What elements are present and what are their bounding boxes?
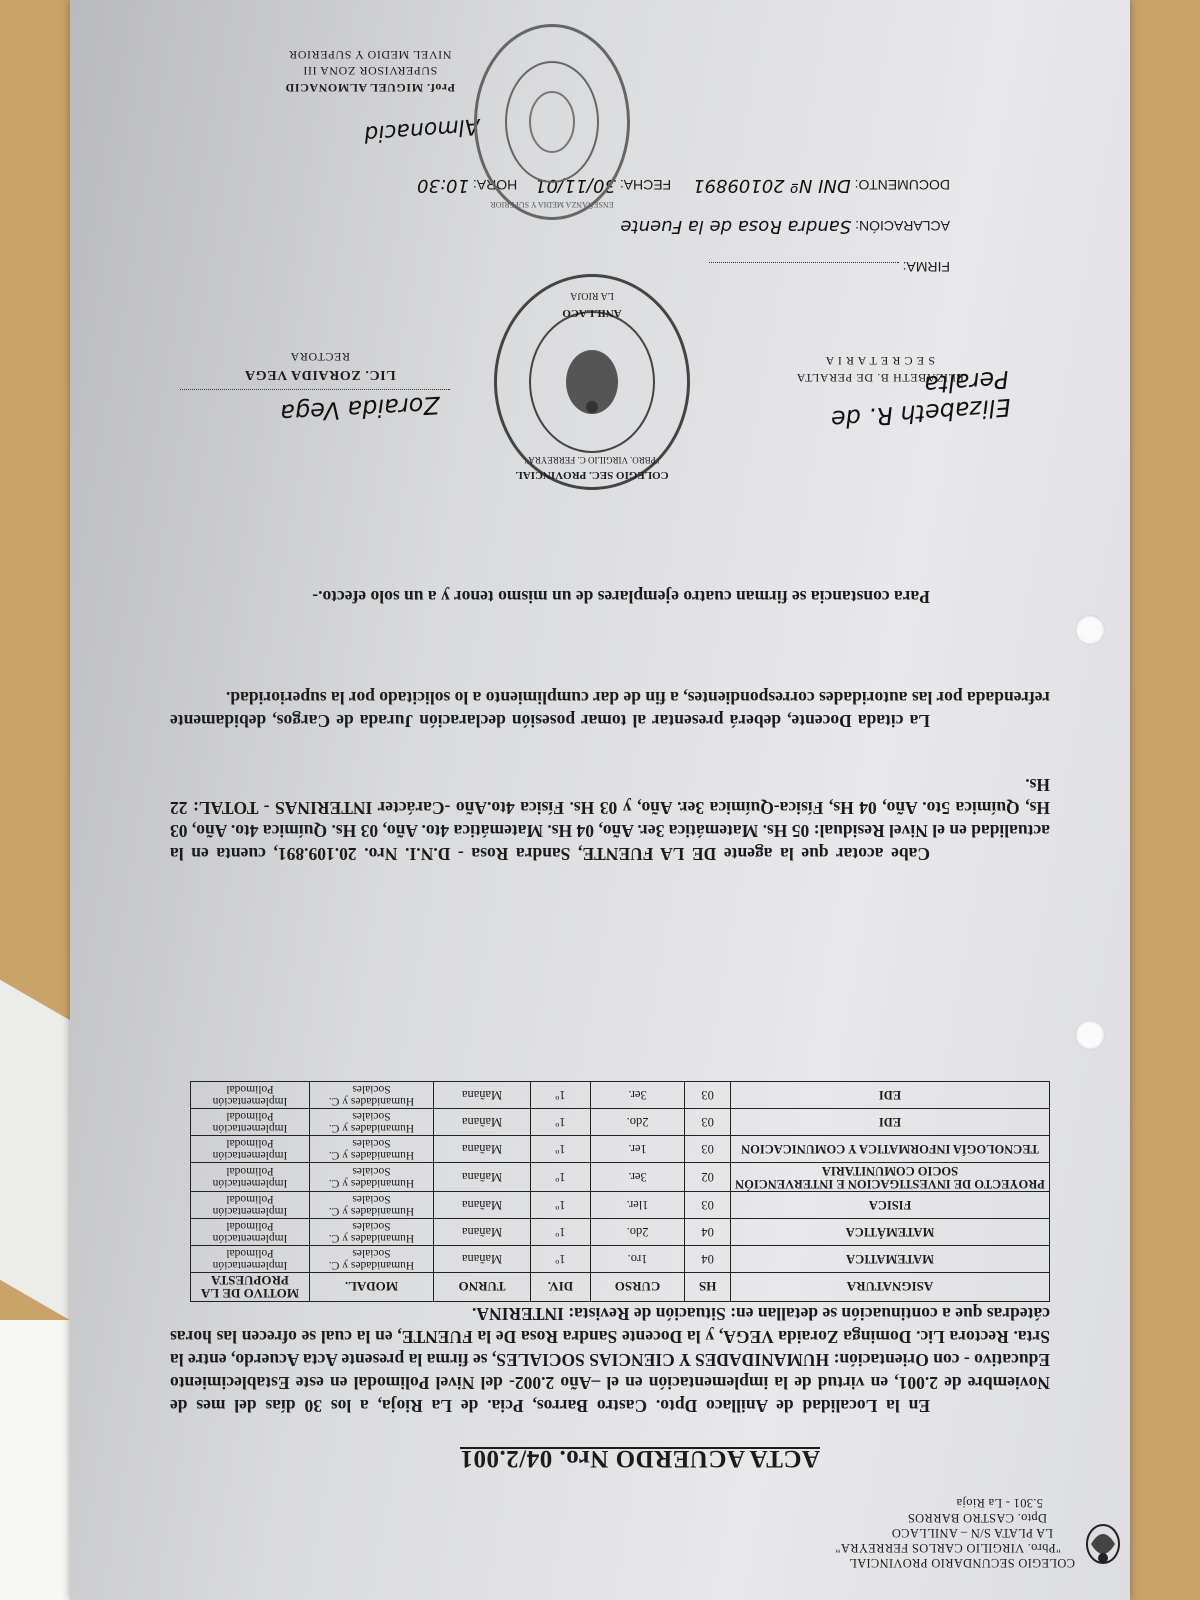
aclaracion-row xyxy=(620,216,950,237)
cell-asignatura: EDI xyxy=(731,1109,1050,1136)
cell-motivo: Implementación Polimodal xyxy=(191,1109,310,1136)
ensenanza-stamp xyxy=(474,24,630,220)
table-row xyxy=(191,1136,1050,1163)
cell-turno: Mañana xyxy=(434,1136,531,1163)
closing-text: Para constancia se firman cuatro ejemplares de un mismo tenor y a un solo efecto.- xyxy=(312,587,930,607)
cell-asignatura: MATEMATICA xyxy=(731,1246,1050,1273)
subjects-table xyxy=(190,1081,1050,1302)
cell-div: 1º xyxy=(531,1136,591,1163)
document-content xyxy=(70,0,1130,1600)
cell-modal: Humanidades y C. Sociales xyxy=(310,1163,434,1192)
declaration-text: La citada Docente, deberá presentar al tomar posesión declaración Jurada de Cargos, debidamente refrendada por las autoridades correspondientes, a fin de dar cumplimiento a lo solicitado por la superioridad. xyxy=(170,688,1050,731)
school-address: LA PLATA S/N – ANILLACO xyxy=(891,1526,1053,1540)
cell-motivo: Implementación Polimodal xyxy=(191,1163,310,1192)
school-name-line2: "Pbro. VIRGILIO CARLOS FERREYRA" xyxy=(835,1541,1061,1555)
colegio-stamp-place: ANILLACO xyxy=(562,307,622,319)
cell-modal: Humanidades y C. Sociales xyxy=(310,1192,434,1219)
table-row xyxy=(191,1192,1050,1219)
cell-asignatura: PROYECTO DE INVESTIGACION E INTERVENCIÓN SOCIO COMUNITARIA xyxy=(731,1163,1050,1192)
documento-value: DNI Nº 20109891 xyxy=(693,175,851,196)
cell-hs: 03 xyxy=(685,1136,731,1163)
school-name-line1: COLEGIO SECUNDARIO PROVINCIAL xyxy=(848,1556,1075,1570)
provincial-crest-icon xyxy=(1083,1522,1123,1568)
rectora-signature-line xyxy=(180,389,450,390)
cell-div: 1º xyxy=(531,1082,591,1109)
cell-modal: Humanidades y C. Sociales xyxy=(310,1109,434,1136)
cell-curso: 2do. xyxy=(590,1219,685,1246)
cell-modal: Humanidades y C. Sociales xyxy=(310,1136,434,1163)
cell-div: 1º xyxy=(531,1246,591,1273)
cell-motivo: Implementación Polimodal xyxy=(191,1246,310,1273)
declaration-paragraph xyxy=(170,686,1050,732)
secretaria-signature: Elizabeth R. de Peralta xyxy=(830,364,1012,434)
cell-turno: Mañana xyxy=(434,1219,531,1246)
cell-asignatura: FISICA xyxy=(731,1192,1050,1219)
cell-hs: 02 xyxy=(685,1163,731,1192)
firma-line xyxy=(709,262,899,263)
supervisor-level: NIVEL MEDIO Y SUPERIOR xyxy=(288,48,452,62)
cell-asignatura: MATEMÁTICA xyxy=(731,1219,1050,1246)
fecha-value: 30/11/01 xyxy=(535,175,616,196)
cell-curso: 1er. xyxy=(590,1136,685,1163)
intro-paragraph xyxy=(170,1302,1050,1417)
cell-div: 1º xyxy=(531,1219,591,1246)
rectora-signature: Zoraida Vega xyxy=(279,390,441,428)
column-header: HS xyxy=(685,1273,731,1302)
secretaria-role: S E C R E T A R I A xyxy=(825,354,935,368)
cell-hs: 03 xyxy=(685,1109,731,1136)
background-notebook-page xyxy=(0,1320,81,1600)
cell-curso: 3er. xyxy=(590,1082,685,1109)
ensenanza-stamp-emblem-icon xyxy=(477,27,627,217)
rectora-role: RECTORA xyxy=(290,350,350,364)
background-paper xyxy=(0,980,70,1320)
cell-turno: Mañana xyxy=(434,1082,531,1109)
column-header: MODAL. xyxy=(310,1273,434,1302)
colegio-stamp xyxy=(494,274,690,490)
column-header: DIV. xyxy=(531,1273,591,1302)
column-header: CURSO xyxy=(590,1273,685,1302)
ensenanza-stamp-text: ENSEÑANZA MEDIA Y SUPERIOR xyxy=(490,200,614,209)
cell-turno: Mañana xyxy=(434,1192,531,1219)
page-title: ACTA ACUERDO Nro. 04/2.001 xyxy=(460,1445,821,1472)
table-row xyxy=(191,1246,1050,1273)
cell-motivo: Implementación Polimodal xyxy=(191,1136,310,1163)
cell-hs: 03 xyxy=(685,1192,731,1219)
cell-asignatura: TECNOLOGÍA INFORMATICA Y COMUNICACION xyxy=(731,1136,1050,1163)
table-row xyxy=(191,1163,1050,1192)
intro-paragraph-text: En la Localidad de Anillaco Dpto. Castro Barros, Pcia. de La Rioja, a los 30 días del mes de Noviembre de 2.001, en virtud de la implementación en el –Año 2.002- del Nivel Polimodal en este Establecimiento Educativo - con Orientación: HUMANIDADES Y CIENCIAS SOCIALES, se firma la presente Acta Acuerdo, entre la Srta. Rectora Lic. Dominga Zoraida VEGA, y la Docente Sandra Rosa De la FUENTE, en la cual se ofrecen las horas cátedras que a continuación se detallan en: Situación de Revista: INTERINA. xyxy=(170,1304,1050,1416)
cell-curso: 3er. xyxy=(590,1163,685,1192)
cell-modal: Humanidades y C. Sociales xyxy=(310,1082,434,1109)
supervisor-name: Prof. MIGUEL ALMONACID xyxy=(285,81,455,95)
fecha-label: FECHA: xyxy=(619,177,672,193)
cell-turno: Mañana xyxy=(434,1246,531,1273)
cell-div: 1º xyxy=(531,1163,591,1192)
firma-label: FIRMA: xyxy=(902,259,950,275)
cell-div: 1º xyxy=(531,1109,591,1136)
column-header: TURNO xyxy=(434,1273,531,1302)
column-header: ASIGNATURA xyxy=(731,1273,1050,1302)
cell-curso: 1ler. xyxy=(590,1192,685,1219)
hora-label: HORA: xyxy=(472,177,518,193)
table-header-row xyxy=(191,1273,1050,1302)
cell-modal: Humanidades y C. Sociales xyxy=(310,1246,434,1273)
supervisor-signature: Almonacid xyxy=(363,113,481,147)
column-header: MOTIVO DE LA PROPUESTA xyxy=(191,1273,310,1302)
cell-curso: 2do. xyxy=(590,1109,685,1136)
school-department: Dpto. CASTRO BARROS xyxy=(907,1511,1047,1525)
rectora-name: LIC. ZORAIDA VEGA xyxy=(244,367,396,382)
cell-asignatura: EDI xyxy=(731,1082,1050,1109)
aclaracion-value: Sandra Rosa de la Fuente xyxy=(620,216,852,237)
cell-hs: 04 xyxy=(685,1246,731,1273)
secretaria-name: ELIZABETH B. DE PERALTA xyxy=(796,371,964,385)
table-row xyxy=(191,1219,1050,1246)
closing-paragraph xyxy=(170,585,1050,608)
cell-turno: Mañana xyxy=(434,1109,531,1136)
cell-modal: Humanidades y C. Sociales xyxy=(310,1219,434,1246)
colegio-stamp-city: LA RIOJA xyxy=(570,290,614,301)
cell-turno: Mañana xyxy=(434,1163,531,1192)
document-sheet xyxy=(70,0,1130,1600)
cell-div: 1º xyxy=(531,1192,591,1219)
cell-hs: 03 xyxy=(685,1082,731,1109)
supervisor-role: SUPERVISOR ZONA III xyxy=(302,64,438,78)
school-header xyxy=(815,1495,1075,1570)
documento-label: DOCUMENTO: xyxy=(854,177,950,193)
firma-row xyxy=(709,259,950,275)
cell-motivo: Implementación Polimodal xyxy=(191,1219,310,1246)
residual-hours-text: Cabe acotar que la agente DE LA FUENTE, Sandra Rosa - D.N.I. Nro. 20.109.891, cuenta en la actualidad en el Nivel Residual: 05 Hs. Matemática 3er. Año, 04 Hs. Matemática 4to. Año, 03 Hs. Química 4to. Año, 03 Hs, Química 5to. Año, 04 Hs, Física-Química 3er. Año, y 03 Hs. Física 4to.Año -Carácter INTERINAS - TOTAL: 22 Hs. xyxy=(170,775,1050,864)
table-row xyxy=(191,1082,1050,1109)
hora-value: 10:30 xyxy=(417,175,469,196)
aclaracion-label: ACLARACIÓN: xyxy=(855,218,950,234)
colegio-stamp-top-text: COLEGIO SEC. PROVINCIAL xyxy=(515,469,669,481)
cell-motivo: Implementación Polimodal xyxy=(191,1192,310,1219)
residual-hours-paragraph xyxy=(170,773,1050,865)
cell-motivo: Implementación Polimodal xyxy=(191,1082,310,1109)
school-postal: 5.301 - La Rioja xyxy=(956,1496,1043,1510)
cell-hs: 04 xyxy=(685,1219,731,1246)
colegio-stamp-name: "PBRO. VIRGILIO C. FERREYRA" xyxy=(524,455,660,465)
table-row xyxy=(191,1109,1050,1136)
cell-curso: 1ro. xyxy=(590,1246,685,1273)
